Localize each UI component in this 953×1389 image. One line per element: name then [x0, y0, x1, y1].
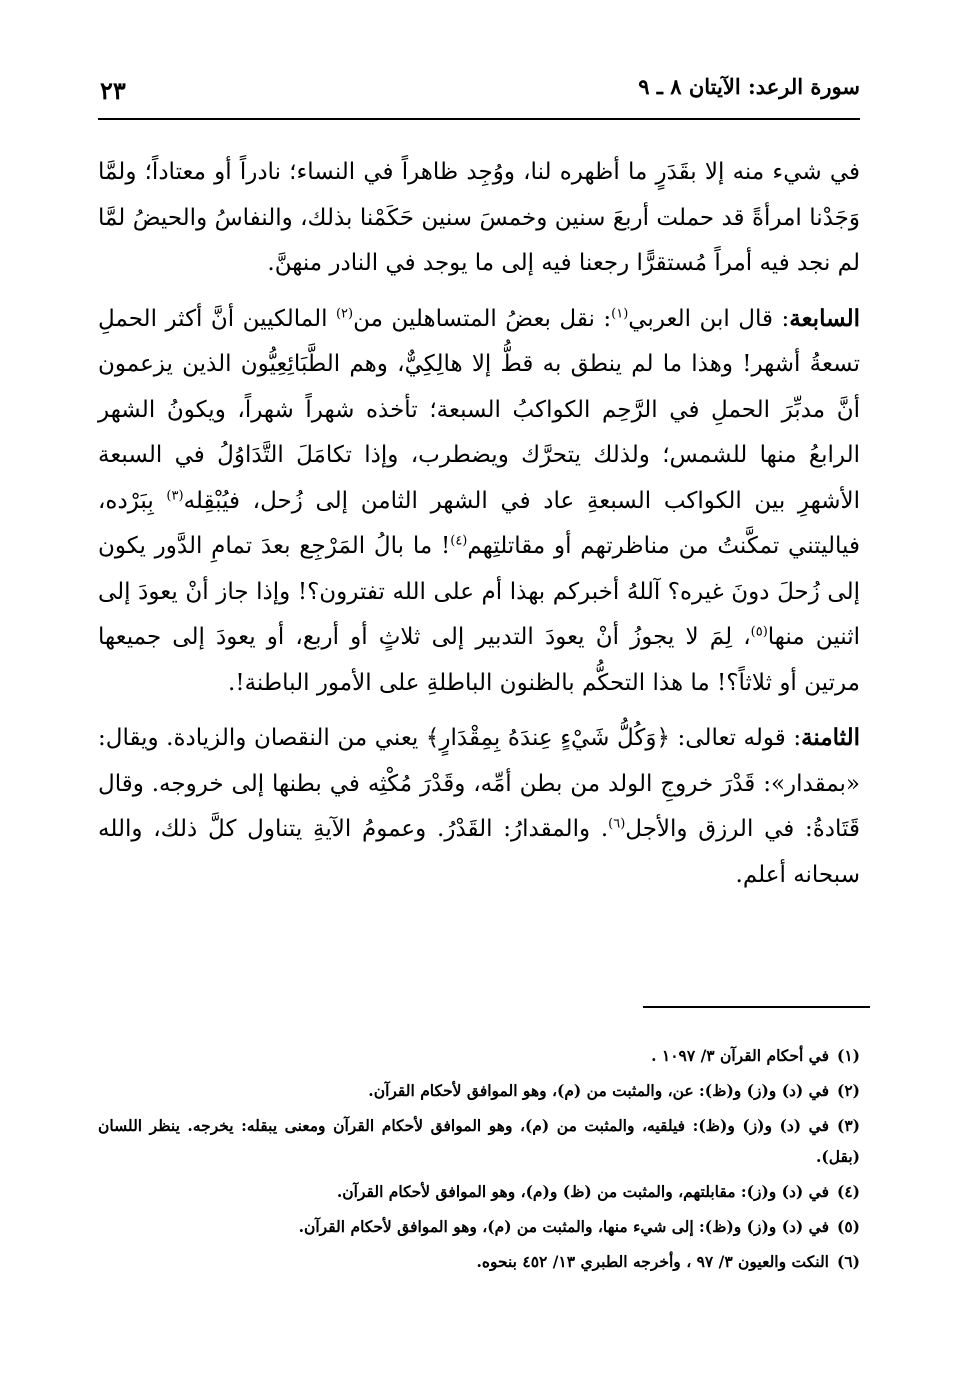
footnote-text: في (د) و(ز): مقابلتهم، والمثبت من (ظ) و(م)، وهو الموافق لأحكام القرآن. — [336, 1182, 829, 1201]
footnote-5 — [98, 1211, 860, 1242]
paragraph-text: : قوله تعالى: ﴿وَكُلُّ شَيْءٍ عِندَهُ بِمِقْدَارٍ﴾ يعني من النقصان والزيادة. ويقال: «بمقدار»: قَدْرَ خروجِ الولد من بطن أمِّه، وقَدْرَ مُكْثِه في بطنها إلى خروجه. وقال قَتَادةُ: في الرزق والأجل — [98, 725, 860, 842]
paragraph-text: . والمقدارُ: القَدْرُ. وعمومُ الآيةِ يتناول كلَّ ذلك، والله سبحانه أعلم. — [98, 816, 860, 888]
footnote-text: في أحكام القرآن ٣/ ١٠٩٧ . — [651, 1046, 829, 1065]
footnote-ref-1[interactable]: (١) — [611, 305, 629, 321]
footnote-1 — [98, 1040, 860, 1071]
footnote-number: (٥) — [836, 1217, 860, 1236]
footnote-ref-6[interactable]: (٦) — [608, 816, 626, 832]
footnote-number: (٣) — [836, 1116, 860, 1135]
footnote-number: (٦) — [836, 1252, 860, 1271]
running-header — [98, 72, 860, 120]
footnote-3 — [98, 1110, 860, 1172]
paragraph-text: : قال ابن العربي — [628, 305, 790, 332]
chapter-title: سورة الرعد: الآيتان ٨ ـ ٩ — [638, 74, 860, 99]
footnote-number: (١) — [836, 1046, 860, 1065]
footnote-4 — [98, 1176, 860, 1207]
footnote-ref-3[interactable]: (٣) — [166, 487, 184, 503]
footnote-text: النكت والعيون ٣/ ٩٧ ، وأخرجه الطبري ١٣/ ٤٥٢ بنحوه. — [476, 1252, 829, 1271]
footnote-ref-2[interactable]: (٢) — [335, 305, 354, 321]
paragraph-text: بِبَرْده، فياليتني تمكَّنتُ من مناظرتهم أو مقاتلتِهم — [98, 487, 860, 559]
paragraph-text: ! ما بالُ المَرْجِع بعدَ تمامِ الدَّور يكون إلى زُحلَ دونَ غيره؟ آللهُ أخبركم بهذا أم على الله تفترون؟! وإذا جاز أنْ يعودَ إلى اثنين منها — [98, 533, 860, 650]
footnote-text: في (د) و(ز) و(ظ): فيلقيه، والمثبت من (م)، وهو الموافق لأحكام القرآن ومعنى يبقله: يخرجه. ينظر اللسان (بقل). — [98, 1116, 860, 1166]
footnote-text: في (د) و(ز) و(ظ): عن، والمثبت من (م)، وهو الموافق لأحكام القرآن. — [368, 1081, 829, 1100]
footnote-number: (٢) — [836, 1081, 860, 1100]
footnote-6 — [98, 1246, 860, 1277]
paragraph-text: المالكيين أنَّ أكثر الحملِ تسعةُ أشهر! وهذا ما لم ينطق به قطُّ إلا هالِكِيٌّ، وهم الطَّبَائِعِيُّون الذين يزعمون أنَّ مدبِّرَ الحملِ في الرَّحِم الكواكبُ السبعة؛ تأخذه شهراً شهراً، ويكونُ الشهر الرابعُ منها للشمس؛ ولذلك يتحرَّك ويضطرب، وإذا تكامَلَ التَّدَاوُلُ في السبعة الأشهرِ بين الكواكب السبعةِ عاد في الشهر الثامن إلى زُحل، فيُبْقِله — [98, 305, 861, 514]
footnote-ref-4[interactable]: (٤) — [450, 533, 468, 549]
section-lead-seventh: السابعة — [789, 304, 861, 332]
paragraph-1: في شيء منه إلا بقَدَرٍ ما أظهره لنا، ووُجِد ظاهراً في النساء؛ نادراً أو معتاداً؛ ولمَّا وَجَدْنا امرأةً قد حملت أربعَ سنين وخمسَ سنين حَكَمْنا بذلك، والنفاسُ والحيضُ لمَّا لم نجد فيه أمراً مُستقرًّا رجعنا فيه إلى ما يوجد في النادر منهنَّ. — [98, 159, 860, 276]
section-lead-eighth: الثامنة — [801, 724, 860, 751]
footnote-ref-5[interactable]: (٥) — [750, 624, 768, 640]
footnotes-section — [98, 1040, 860, 1281]
footnote-2 — [98, 1075, 860, 1106]
footnote-text: في (د) و(ز) و(ظ): إلى شيء منها، والمثبت من (م)، وهو الموافق لأحكام القرآن. — [298, 1217, 829, 1236]
footnote-number: (٤) — [836, 1182, 860, 1201]
footnote-separator — [643, 1006, 870, 1008]
paragraph-text: ، لِمَ لا يجوزُ أنْ يعودَ التدبير إلى ثلاثٍ أو أربع، أو يعودَ إلى جميعها مرتين أو ثلاثاً؟! ما هذا التحكُّم بالظنون الباطلةِ على الأمور الباطنة!. — [98, 624, 860, 696]
paragraph-seventh — [98, 296, 860, 707]
main-text — [98, 150, 860, 907]
paragraph-text: : نقل بعضُ المتساهلين من — [353, 305, 612, 332]
paragraph-eighth — [98, 715, 860, 898]
page-number: ٢٣ — [100, 76, 126, 105]
